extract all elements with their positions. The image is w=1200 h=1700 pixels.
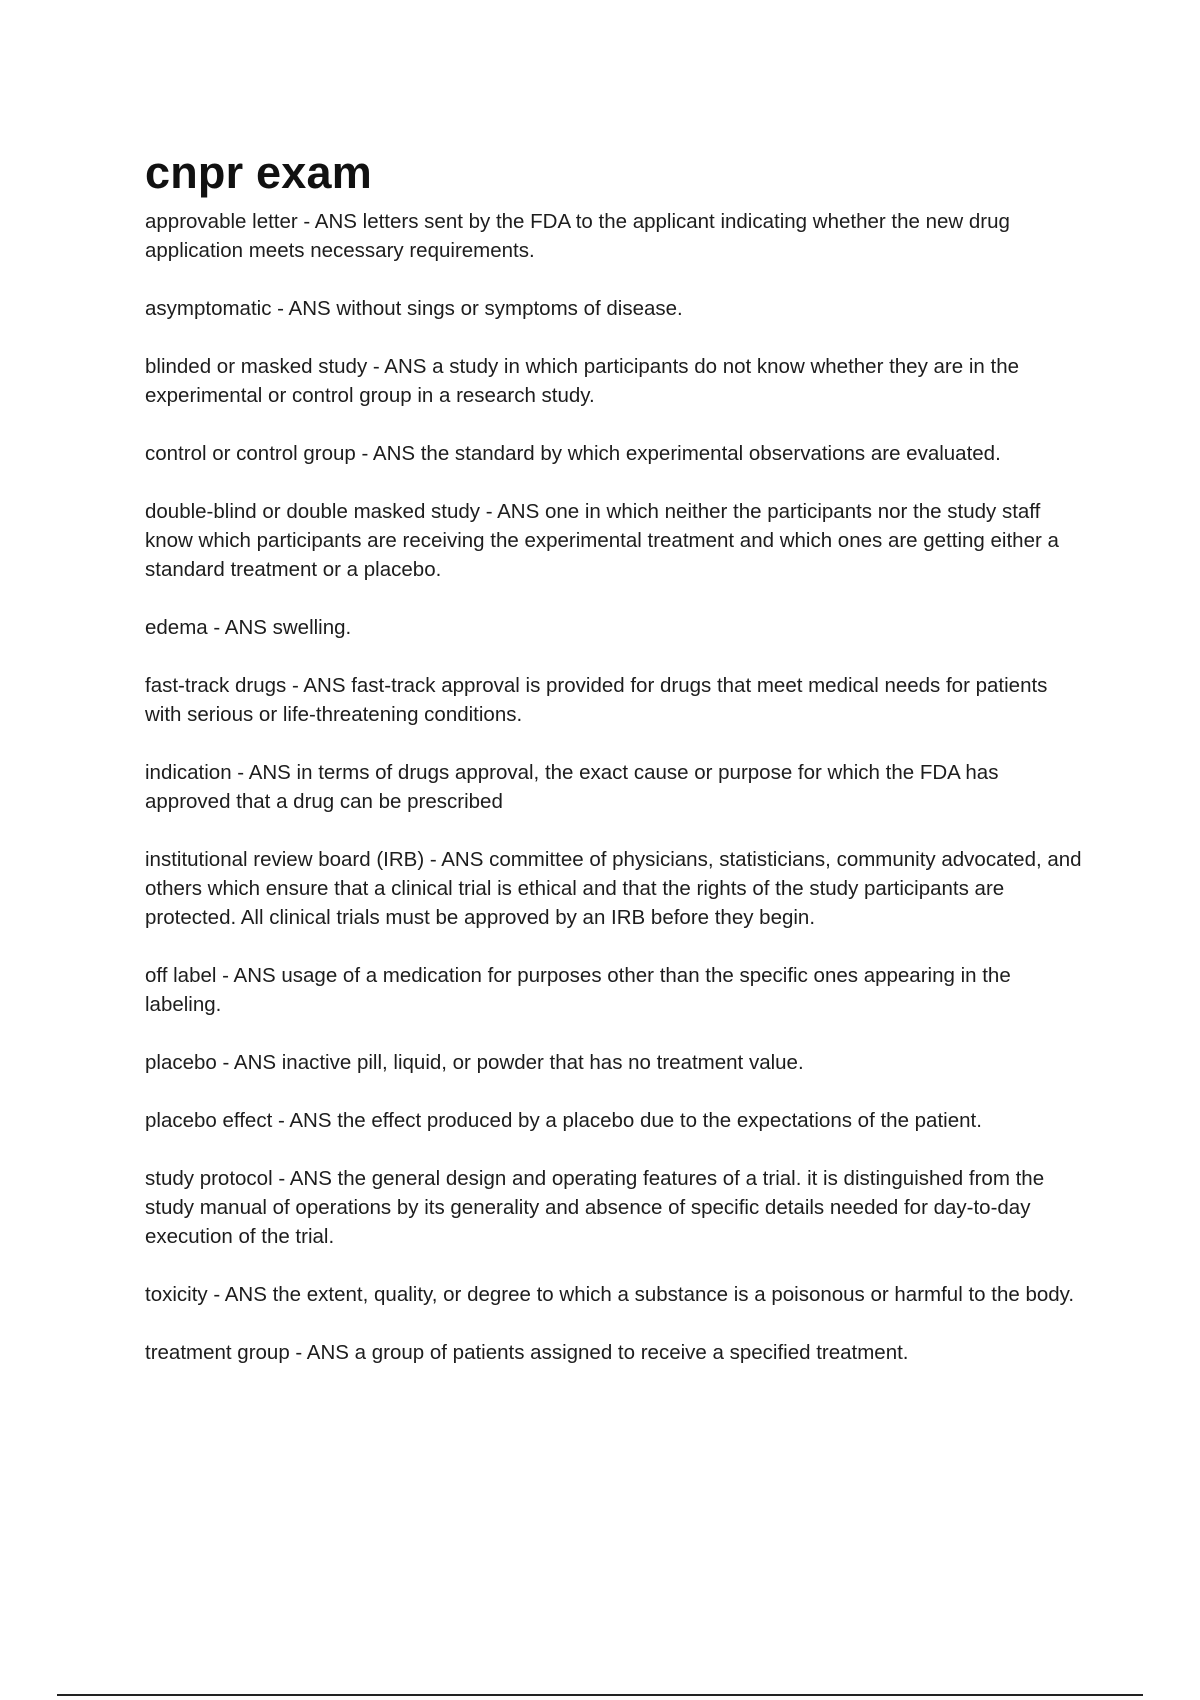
glossary-entry-blinded-study: blinded or masked study - ANS a study in which participants do not know whether they are in the experimental or control group in a research study. [145, 355, 1020, 407]
glossary-entry-irb: institutional review board (IRB) - ANS committee of physicians, statisticians, community advocated, and others which ensure that a clinical trial is ethical and that the rights of the study participants are protected. All clinical trials must be approved by an IRB before they begin. [145, 848, 1082, 929]
glossary-entry-control-group: control or control group - ANS the standard by which experimental observations are evaluated. [145, 442, 1001, 465]
document-page [145, 145, 1085, 1396]
glossary-list [145, 207, 1085, 1367]
glossary-entry-indication: indication - ANS in terms of drugs approval, the exact cause or purpose for which the FDA has approved that a drug can be prescribed [145, 761, 999, 813]
glossary-entry-treatment-group: treatment group - ANS a group of patients assigned to receive a specified treatment. [145, 1341, 909, 1364]
glossary-entry-study-protocol: study protocol - ANS the general design and operating features of a trial. it is distinguished from the study manual of operations by its generality and absence of specific details needed for day-to-day execution of the trial. [145, 1167, 1045, 1248]
glossary-entry-placebo: placebo - ANS inactive pill, liquid, or powder that has no treatment value. [145, 1051, 804, 1074]
document-title: cnpr exam [145, 147, 372, 198]
glossary-entry-placebo-effect: placebo effect - ANS the effect produced by a placebo due to the expectations of the patient. [145, 1109, 982, 1132]
glossary-entry-double-blind-study: double-blind or double masked study - ANS one in which neither the participants nor the study staff know which participants are receiving the experimental treatment and which ones are getting either a standard treatment or a placebo. [145, 500, 1059, 581]
glossary-entry-approvable-letter: approvable letter - ANS letters sent by the FDA to the applicant indicating whether the new drug application meets necessary requirements. [145, 210, 1010, 262]
glossary-entry-asymptomatic: asymptomatic - ANS without sings or symptoms of disease. [145, 297, 683, 320]
glossary-entry-off-label: off label - ANS usage of a medication for purposes other than the specific ones appearing in the labeling. [145, 964, 1011, 1016]
glossary-entry-fast-track-drugs: fast-track drugs - ANS fast-track approval is provided for drugs that meet medical needs for patients with serious or life-threatening conditions. [145, 674, 1048, 726]
footer-divider [57, 1694, 1143, 1696]
glossary-entry-toxicity: toxicity - ANS the extent, quality, or degree to which a substance is a poisonous or harmful to the body. [145, 1283, 1075, 1306]
glossary-entry-edema: edema - ANS swelling. [145, 616, 352, 639]
